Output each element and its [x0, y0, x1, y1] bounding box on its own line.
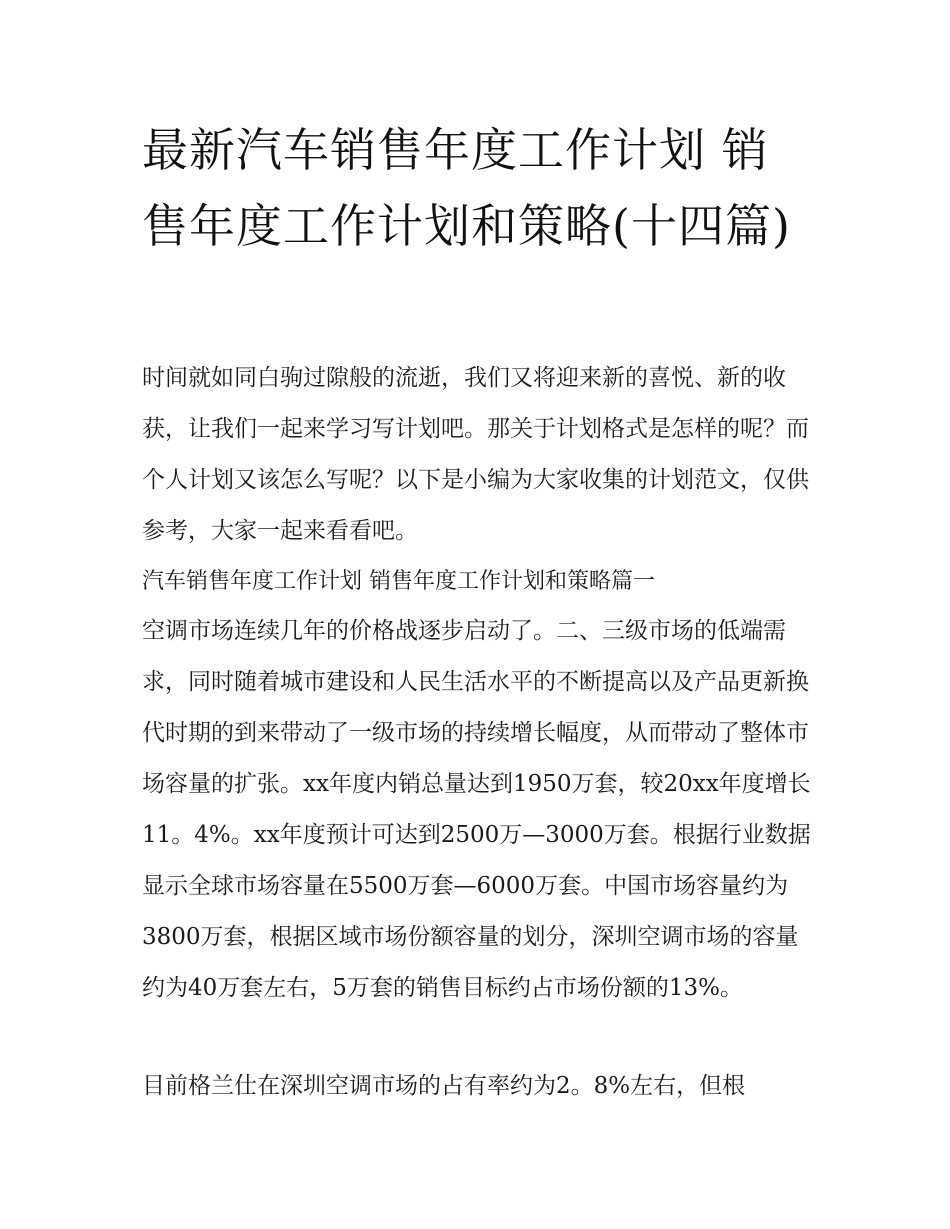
document-title: 最新汽车销售年度工作计划 销售年度工作计划和策略(十四篇) [142, 123, 791, 253]
intro-paragraph: 时间就如同白驹过隙般的流逝，我们又将迎来新的喜悦、新的收获，让我们一起来学习写计划吧。那关于计划格式是怎样的呢？而个人计划又该怎么写呢？以下是小编为大家收集的计划范文，仅供参考，大家一起来看看吧。 [142, 365, 809, 544]
body-paragraph: 空调市场连续几年的价格战逐步启动了。二、三级市场的低端需求，同时随着城市建设和人民生活水平的不断提高以及产品更新换代时期的到来带动了一级市场的持续增长幅度，从而带动了整体市场容量的扩张。xx年度内销总量达到1950万套，较20xx年度增长11。4%。xx年度预计可达到2500万—3000万套。根据行业数据显示全球市场容量在5500万套—6000万套。中国市场容量约为3800万套，根据区域市场份额容量的划分，深圳空调市场的容量约为40万套左右，5万套的销售目标约占市场份额的13%。 [142, 618, 811, 1001]
section-heading: 汽车销售年度工作计划 销售年度工作计划和策略篇一 [142, 569, 655, 594]
body-paragraph: 目前格兰仕在深圳空调市场的占有率约为2。8%左右，但根 [142, 1073, 746, 1099]
